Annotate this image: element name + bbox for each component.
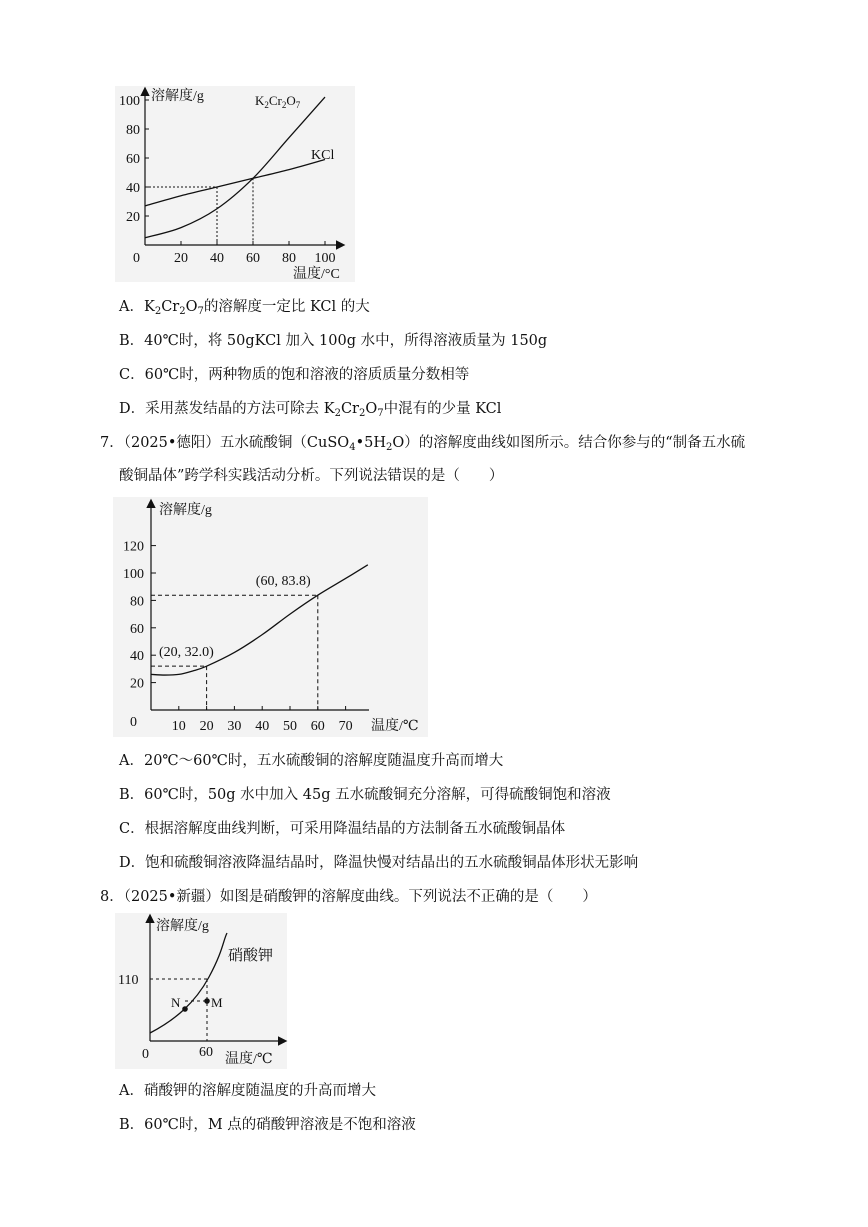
series-kcl-line (145, 159, 325, 205)
text: Cr (340, 401, 359, 417)
q8-stem: 8．（2025•新疆）如图是硝酸钾的溶解度曲线。下列说法不正确的是（ ） (100, 889, 597, 905)
x-tick-label: 20 (174, 251, 188, 266)
origin-label: 0 (142, 1047, 149, 1062)
y-tick-label: 80 (126, 123, 140, 138)
series-label-kcl: KCl (311, 148, 335, 163)
point-label: (60, 83.8) (255, 574, 311, 590)
q7-option-a[interactable]: A．20℃～60℃时，五水硫酸铜的溶解度随温度升高而增大 (119, 753, 504, 769)
text: 7．（2025•德阳）五水硫酸铜（CuSO (100, 435, 350, 451)
q8-option-a[interactable]: A．硝酸钾的溶解度随温度的升高而增大 (119, 1083, 376, 1099)
origin-label: 0 (130, 715, 137, 730)
chart-2-svg (113, 497, 428, 737)
y-tick-label: 20 (126, 210, 140, 225)
point-n-label: N (171, 995, 181, 1010)
q7-stem-line1 (100, 433, 745, 458)
series-label-kno3: 硝酸钾 (228, 948, 274, 964)
x-tick-label: 50 (283, 719, 297, 734)
x-axis-label: 温度/°C (293, 267, 340, 282)
x-tick-label: 40 (210, 251, 224, 266)
y-tick-label: 100 (123, 567, 144, 582)
text: O）的溶解度曲线如图所示。结合你参与的“制备五水硫 (392, 435, 746, 451)
x-tick-label: 80 (282, 251, 296, 266)
text: 中混有的少量 KCl (383, 401, 502, 417)
y-tick-label: 40 (130, 649, 144, 665)
y-axis-label: 溶解度/g (156, 919, 209, 934)
sub: 2 (179, 306, 186, 317)
sub: 7 (197, 306, 204, 317)
sub: 2 (386, 442, 393, 453)
sub: 7 (377, 408, 384, 419)
figure-solubility-cuso4 (113, 497, 428, 737)
y-tick-label: 100 (119, 94, 140, 109)
q6-option-b[interactable]: B．40℃时，将 50gKCl 加入 100g 水中，所得溶液质量为 150g (119, 333, 548, 349)
x-axis-label: 温度/℃ (225, 1052, 273, 1067)
y-axis-label: 溶解度/g (151, 89, 204, 104)
point-m (204, 998, 210, 1004)
x-tick-label: 10 (171, 719, 186, 734)
x-tick-label: 100 (314, 251, 336, 266)
point-label: (20, 32.0) (159, 645, 214, 661)
chart-1-svg (115, 86, 355, 282)
y-tick-label: 60 (126, 152, 140, 167)
text: O (185, 299, 198, 315)
y-tick-label: 120 (123, 539, 144, 555)
y-tick-label: 80 (130, 594, 144, 610)
y-axis-label: 溶解度/g (159, 503, 212, 518)
q7-option-d[interactable]: D．饱和硫酸铜溶液降温结晶时，降温快慢对结晶出的五水硫酸铜晶体形状无影响 (119, 855, 639, 871)
y-tick-label: 20 (130, 676, 144, 692)
y-tick-label-110: 110 (118, 973, 139, 988)
x-tick-label: 30 (227, 719, 242, 734)
text: 的溶解度一定比 KCl 的大 (203, 299, 370, 315)
x-tick-label: 40 (255, 719, 270, 734)
series-kno3-line (150, 933, 227, 1033)
q7-option-b[interactable]: B．60℃时，50g 水中加入 45g 五水硫酸铜充分溶解，可得硫酸铜饱和溶液 (119, 787, 611, 803)
x-axis-label: 温度/℃ (371, 719, 419, 734)
x-tick-label: 70 (338, 719, 353, 734)
x-tick-label: 60 (310, 719, 325, 734)
x-tick-label-60: 60 (199, 1045, 213, 1060)
text: O (365, 401, 378, 417)
sub: 2 (334, 408, 341, 419)
q6-d-text: D．采用蒸发结晶的方法可除去 K (119, 401, 335, 417)
q8-option-b[interactable]: B．60℃时，M 点的硝酸钾溶液是不饱和溶液 (119, 1117, 416, 1133)
y-tick-label: 60 (130, 621, 144, 637)
point-n (182, 1006, 188, 1012)
q7-stem-line2: 酸铜晶体”跨学科实践活动分析。下列说法错误的是（ ） (119, 468, 504, 484)
point-m-label: M (211, 995, 223, 1010)
series-label-k2cr2o7: $K_2Cr_2O_7$ (255, 93, 301, 110)
q6-option-d[interactable] (119, 399, 501, 424)
sub: 4 (349, 442, 356, 453)
figure-solubility-k2cr2o7-kcl (115, 86, 355, 282)
text: •5H (355, 435, 386, 451)
chart-3-svg (115, 913, 287, 1069)
q7-option-c[interactable]: C．根据溶解度曲线判断，可采用降温结晶的方法制备五水硫酸铜晶体 (119, 821, 566, 837)
sub: 2 (358, 408, 366, 419)
origin-label: 0 (133, 251, 140, 266)
x-tick-label: 60 (246, 251, 260, 266)
sub: 2 (154, 306, 162, 317)
text: Cr (161, 299, 180, 315)
q6-a-text: A．K (119, 299, 155, 315)
q6-option-a[interactable] (119, 297, 370, 322)
q6-option-c[interactable]: C．60℃时，两种物质的饱和溶液的溶质质量分数相等 (119, 367, 470, 383)
x-tick-label: 20 (199, 719, 214, 734)
figure-solubility-kno3 (115, 913, 287, 1069)
y-tick-label: 40 (126, 181, 140, 196)
